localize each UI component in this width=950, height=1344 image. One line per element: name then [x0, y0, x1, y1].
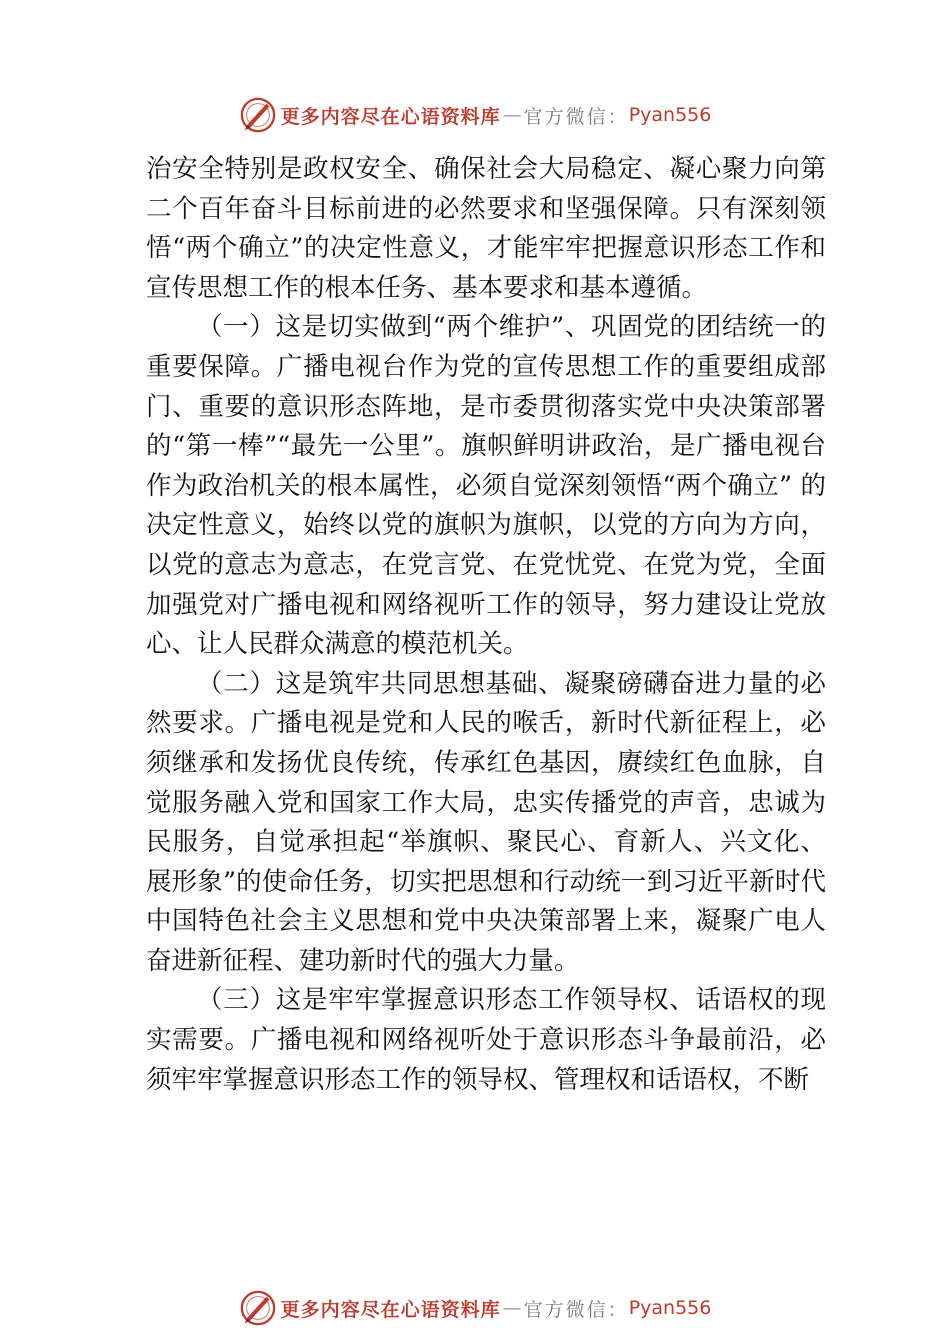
paragraph-item-1: （一）这是切实做到“两个维护”、巩固党的团结统一的重要保障。广播电视台作为党的宣传思想工作的重要组成部门、重要的意识形态阵地，是市委贯彻落实党中央决策部署的“第一棒”“最先一公里”。旗帜鲜明讲政治，是广播电视台作为政治机关的根本属性，必须自觉深刻领悟“两个确立” 的决定性意义，始终以党的旗帜为旗帜，以党的方向为方向， 以党的意志为意志，在党言党、在党忧党、在党为党，全面加强党对广播电视和网络视听工作的领导，努力建设让党放心、让人民群众满意的模范机关。: [146, 312, 826, 660]
document-body: [146, 150, 826, 1100]
banner-red-text: 更多内容尽在心语资料库: [280, 105, 501, 128]
header-banner: [0, 93, 950, 137]
banner-wechat-label: 官方微信：: [523, 1298, 629, 1321]
banner-red-text: 更多内容尽在心语资料库: [280, 1298, 501, 1321]
banner-dash: —: [502, 1297, 522, 1319]
footer-banner: [0, 1286, 950, 1330]
pen-seal-logo-icon: [239, 1289, 277, 1327]
banner-wechat-id: Pyan556: [628, 1297, 712, 1319]
banner-wechat-label: 官方微信：: [523, 105, 629, 128]
paragraph-item-2: （二）这是筑牢共同思想基础、凝聚磅礴奋进力量的必然要求。广播电视是党和人民的喉舌，新时代新征程上，必须继承和发扬优良传统，传承红色基因，赓续红色血脉，自觉服务融入党和国家工作大局，忠实传播党的声音，忠诚为民服务，自觉承担起“举旗帜、聚民心、育新人、兴文化、 展形象”的使命任务，切实把思想和行动统一到习近平新时代中国特色社会主义思想和党中央决策部署上来，凝聚广电人奋进新征程、建功新时代的强大力量。: [146, 668, 826, 976]
banner-wechat-id: Pyan556: [628, 104, 712, 126]
pen-seal-logo-icon: [239, 96, 277, 134]
banner-dash: —: [502, 104, 522, 126]
paragraph-continued: 治安全特别是政权安全、确保社会大局稳定、凝心聚力向第二个百年奋斗目标前进的必然要求和坚强保障。只有深刻领悟“两个确立”的决定性意义，才能牢牢把握意识形态工作和宣传思想工作的根本任务、基本要求和基本遵循。: [146, 154, 826, 303]
paragraph-item-3: （三）这是牢牢掌握意识形态工作领导权、话语权的现实需要。广播电视和网络视听处于意识形态斗争最前沿，必须牢牢掌握意识形态工作的领导权、管理权和话语权，不断: [146, 985, 826, 1095]
